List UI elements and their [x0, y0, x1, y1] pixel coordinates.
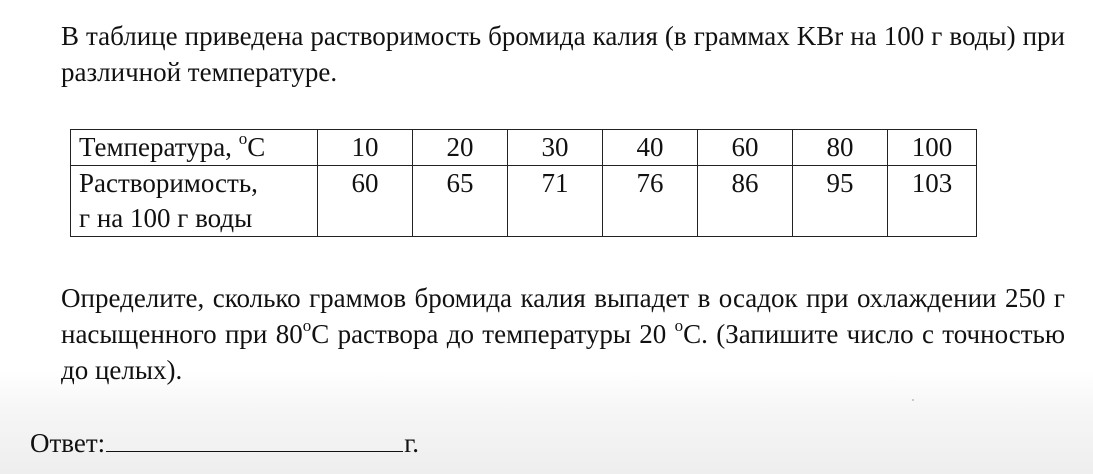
- degree-sign: o: [674, 316, 684, 335]
- temperature-cell: 40: [603, 130, 698, 166]
- solubility-cell: 71: [508, 166, 603, 237]
- solubility-cell: 76: [603, 166, 698, 237]
- degree-sign: o: [302, 316, 312, 335]
- question-paragraph: [30, 280, 1065, 388]
- solubility-table: [70, 129, 977, 237]
- question-part3: С. (Запишите число с точностью до целых).: [61, 319, 1066, 385]
- temperature-cell: 60: [698, 130, 793, 166]
- answer-unit: г.: [404, 428, 419, 458]
- answer-line: [30, 423, 419, 461]
- question-part1: Определите, сколько граммов бромида калия выпадет в осадок при охлаждении 250 г насыщенного при 80: [61, 283, 1065, 349]
- temperature-cell: 80: [793, 130, 888, 166]
- task-text: [30, 18, 1065, 90]
- degree-sign: o: [238, 129, 248, 148]
- temperature-cell: 10: [318, 130, 413, 166]
- solubility-cell: 86: [698, 166, 793, 237]
- answer-blank[interactable]: [106, 423, 403, 452]
- temperature-header-cell: [71, 130, 318, 166]
- solubility-label-line2: г на 100 г воды: [79, 203, 253, 233]
- question-part2: С раствора до температуры 20: [311, 319, 675, 349]
- question-block: [30, 280, 1065, 388]
- table-row-solubility: [71, 166, 977, 237]
- solubility-label-line1: Растворимость,: [79, 168, 258, 198]
- speck: [912, 399, 914, 401]
- answer-label: Ответ:: [30, 428, 106, 458]
- intro-paragraph: В таблице приведена растворимость бромида калия (в граммах KBr на 100 г воды) при различной температуре.: [61, 21, 1065, 87]
- temperature-cell: 30: [508, 130, 603, 166]
- temperature-cell: 100: [888, 130, 977, 166]
- temperature-header-text: Температура,: [79, 132, 239, 162]
- temperature-unit: C: [247, 132, 266, 162]
- solubility-cell: 65: [413, 166, 508, 237]
- solubility-cell: 103: [888, 166, 977, 237]
- solubility-cell: 95: [793, 166, 888, 237]
- temperature-cell: 20: [413, 130, 508, 166]
- solubility-header-cell: [71, 166, 318, 237]
- table-row-temperature: [71, 130, 977, 166]
- solubility-cell: 60: [318, 166, 413, 237]
